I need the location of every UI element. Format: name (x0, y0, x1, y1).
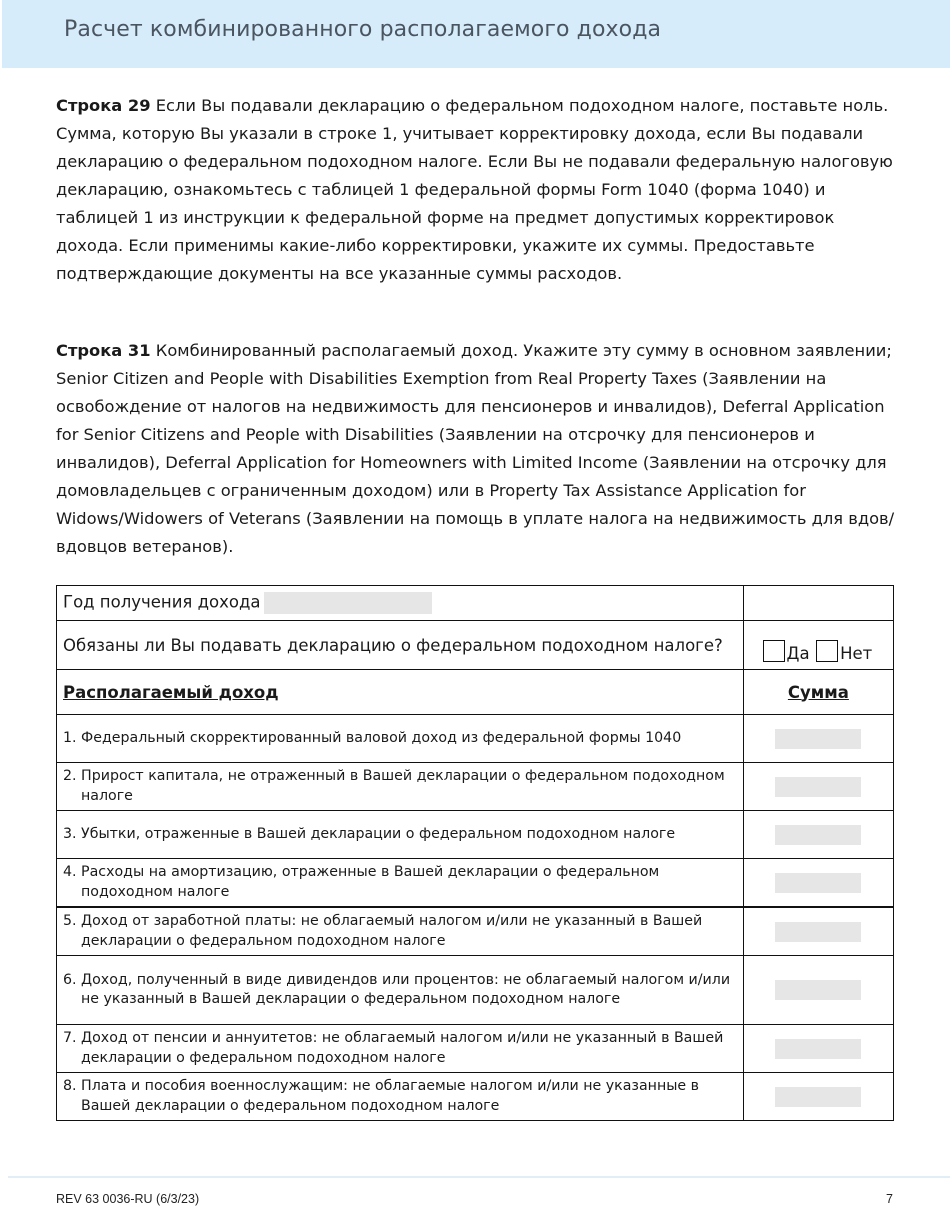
table-header-row (57, 670, 894, 715)
federal-return-question-row (57, 621, 894, 670)
no-checkbox[interactable] (816, 640, 838, 662)
amount-field-6[interactable] (775, 980, 861, 1000)
income-year-label: Год получения дохода (63, 592, 261, 612)
table-row (57, 1025, 894, 1073)
line-29-text: Если Вы подавали декларацию о федеральном подоходном налоге, поставьте ноль. Сумма, которую Вы указали в строке 1, учитывает корректировку дохода, если Вы подавали декларацию о федеральном подоходном налоге. Если Вы не подавали федеральную налоговую декларацию, ознакомьтесь с таблицей 1 федеральной формы Form 1040 (форма 1040) и таблицей 1 из инструкции к федеральной форме на предмет допустимых корректировок дохода. Если применимы какие-либо корректировки, укажите их суммы. Предоставьте подтверждающие документы на все указанные суммы расходов. (56, 96, 893, 283)
income-year-field[interactable] (264, 592, 432, 614)
item-label-4: 4. Расходы на амортизацию, отраженные в Вашей декларации о федеральном подоходном налоге (63, 864, 660, 900)
footer-divider (8, 1176, 950, 1178)
amount-field-4[interactable] (775, 873, 861, 893)
table-row (57, 859, 894, 908)
yes-no-choice (750, 628, 887, 663)
federal-return-question: Обязаны ли Вы подавать декларацию о федеральном подоходном налоге? (63, 635, 723, 655)
page-number: 7 (886, 1192, 893, 1206)
amount-field-7[interactable] (775, 1039, 861, 1059)
item-label-8: 8. Плата и пособия военнослужащим: не облагаемые налогом и/или не указанные в Вашей декларации о федеральном подоходном налоге (63, 1078, 700, 1114)
table-row (57, 956, 894, 1025)
item-label-3: 3. Убытки, отраженные в Вашей декларации о федеральном подоходном налоге (63, 825, 676, 842)
amount-field-5[interactable] (775, 922, 861, 942)
item-label-2: 2. Прирост капитала, не отраженный в Вашей декларации о федеральном подоходном налоге (63, 768, 725, 804)
column-header-amount: Сумма (787, 682, 849, 702)
table-row (57, 811, 894, 859)
yes-checkbox[interactable] (763, 640, 785, 662)
yes-label: Да (786, 643, 810, 663)
amount-field-3[interactable] (775, 825, 861, 845)
no-label: Нет (840, 643, 873, 663)
amount-field-8[interactable] (775, 1087, 861, 1107)
line-31-instructions (56, 337, 896, 561)
table-row (57, 907, 894, 956)
table-row (57, 763, 894, 811)
item-label-5: 5. Доход от заработной платы: не облагаемый налогом и/или не указанный в Вашей декларации о федеральном подоходном налоге (63, 913, 703, 949)
amount-field-2[interactable] (775, 777, 861, 797)
line-29-instructions (56, 92, 896, 288)
item-label-6: 6. Доход, полученный в виде дивидендов или процентов: не облагаемый налогом и/или не указанный в Вашей декларации о федеральном подоходном налоге (63, 971, 731, 1007)
page-title: Расчет комбинированного располагаемого дохода (64, 17, 662, 42)
column-header-disposable-income: Располагаемый доход (63, 682, 279, 702)
table-row (57, 715, 894, 763)
table-row (57, 1073, 894, 1121)
line-31-label: Строка 31 (56, 341, 151, 360)
item-label-7: 7. Доход от пенсии и аннуитетов: не облагаемый налогом и/или не указанный в Вашей декларации о федеральном подоходном налоге (63, 1030, 724, 1066)
item-label-1: 1. Федеральный скорректированный валовой доход из федеральной формы 1040 (63, 729, 682, 746)
income-year-row (57, 586, 894, 621)
line-29-label: Строка 29 (56, 96, 151, 115)
form-revision: REV 63 0036-RU (6/3/23) (56, 1192, 200, 1206)
disposable-income-table (56, 585, 894, 1121)
page-header (2, 0, 950, 68)
line-31-text: Комбинированный располагаемый доход. Укажите эту сумму в основном заявлении; Senior Citizen and People with Disabilities Exemption from Real Property Taxes (Заявлении на освобождение от налогов на недвижимость для пенсионеров и инвалидов), Deferral Application for Senior Citizens and People with Disabilities (Заявлении на отсрочку для пенсионеров и инвалидов), Deferral Application for Homeowners with Limited Income (Заявлении на отсрочку для домовладельцев с ограниченным доходом) или в Property Tax Assistance Application for Widows/Widowers of Veterans (Заявлении на помощь в уплате налога на недвижимость для вдов/вдовцов ветеранов). (56, 341, 895, 556)
income-year-empty-cell (743, 586, 893, 621)
amount-field-1[interactable] (775, 729, 861, 749)
